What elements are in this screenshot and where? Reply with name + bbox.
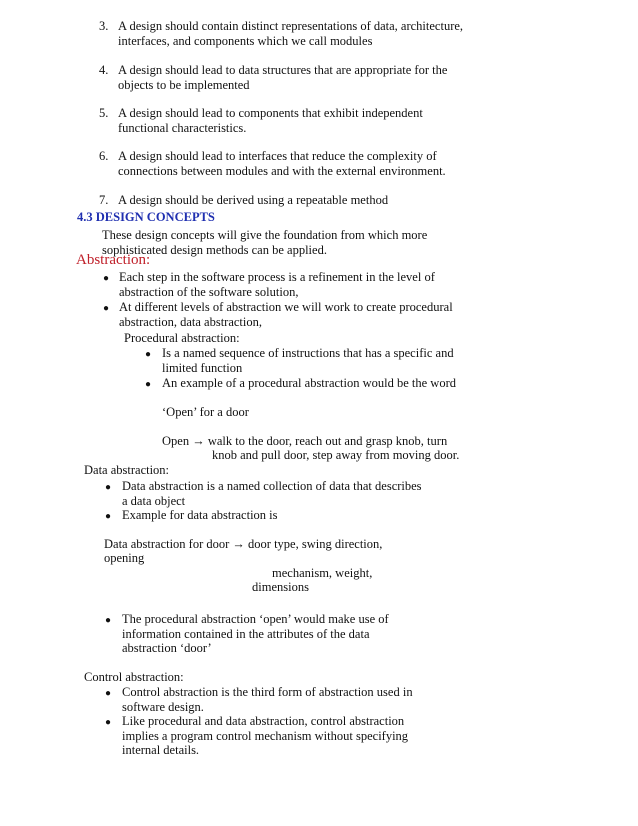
bullet-text: At different levels of abstraction we will work to create procedural xyxy=(119,300,453,314)
door-line-1: Data abstraction for door → door type, swing direction, xyxy=(104,537,383,551)
item-text: A design should lead to data structures that are appropriate for the xyxy=(118,63,448,77)
bullet-text: abstraction, data abstraction, xyxy=(119,314,262,329)
section-heading: 4.3 DESIGN CONCEPTS xyxy=(77,210,215,224)
bullet-icon: ● xyxy=(103,273,110,284)
item-text: connections between modules and with the external environment. xyxy=(118,163,446,178)
door-line-2: opening xyxy=(104,551,145,565)
bullet-text: abstraction ‘door’ xyxy=(122,641,212,655)
item-text: A design should contain distinct representations of data, architecture, xyxy=(118,19,464,33)
item-text: functional characteristics. xyxy=(118,120,247,135)
bullet-icon: ● xyxy=(105,511,112,522)
bullet-icon: ● xyxy=(105,482,112,493)
control-abstraction-label: Control abstraction: xyxy=(84,670,184,684)
open-example: ‘Open’ for a door xyxy=(162,405,249,419)
item-number: 6. xyxy=(99,149,109,163)
open-line-2: knob and pull door, step away from moving door. xyxy=(212,448,460,462)
bullet-icon: ● xyxy=(105,615,112,626)
bullet-icon: ● xyxy=(145,379,152,390)
item-text: objects to be implemented xyxy=(118,77,250,92)
bullet-icon: ● xyxy=(145,349,152,360)
list-item xyxy=(122,508,278,523)
bullet-text: a data object xyxy=(122,493,186,508)
bullet-text: Data abstraction is a named collection of data that describes xyxy=(122,479,422,493)
item-text: A design should lead to components that exhibit independent xyxy=(118,106,423,120)
door-line-3: mechanism, weight, xyxy=(272,566,373,580)
bullet-text: Example for data abstraction is xyxy=(122,508,278,522)
bullet-text: Is a named sequence of instructions that has a specific and xyxy=(162,346,454,360)
list-item xyxy=(119,270,435,299)
open-line-1: Open → walk to the door, reach out and grasp knob, turn xyxy=(162,434,448,448)
intro-line: sophisticated design methods can be applied. xyxy=(102,242,327,257)
bullet-text: Each step in the software process is a refinement in the level of xyxy=(119,270,435,284)
list-item xyxy=(122,612,389,656)
bullet-icon: ● xyxy=(103,303,110,314)
item-number: 3. xyxy=(99,19,109,33)
bullet-text: The procedural abstraction ‘open’ would make use of xyxy=(122,612,389,626)
list-item xyxy=(162,376,456,391)
list-item xyxy=(122,685,413,714)
list-item xyxy=(122,714,408,758)
list-item xyxy=(122,479,422,508)
item-text: A design should be derived using a repeatable method xyxy=(118,193,389,207)
bullet-text: implies a program control mechanism without specifying xyxy=(122,728,409,743)
abstraction-heading: Abstraction: xyxy=(76,252,151,268)
bullet-text: An example of a procedural abstraction would be the word xyxy=(162,376,456,390)
list-item xyxy=(162,346,454,375)
intro-paragraph xyxy=(102,228,427,257)
bullet-icon: ● xyxy=(105,717,112,728)
bullet-icon: ● xyxy=(105,688,112,699)
procedural-label: Procedural abstraction: xyxy=(124,331,240,345)
item-number: 5. xyxy=(99,106,109,120)
item-text: interfaces, and components which we call modules xyxy=(118,33,373,48)
door-line-4: dimensions xyxy=(252,580,309,594)
bullet-text: Like procedural and data abstraction, control abstraction xyxy=(122,714,405,728)
bullet-text: internal details. xyxy=(122,743,200,757)
item-number: 7. xyxy=(99,193,109,207)
bullet-text: Control abstraction is the third form of abstraction used in xyxy=(122,685,413,699)
bullet-text: information contained in the attributes of the data xyxy=(122,626,370,641)
bullet-text: limited function xyxy=(162,360,243,375)
bullet-text: abstraction of the software solution, xyxy=(119,284,299,299)
item-number: 4. xyxy=(99,63,109,77)
bullet-text: software design. xyxy=(122,699,204,714)
intro-line: These design concepts will give the foundation from which more xyxy=(102,228,428,242)
list-item xyxy=(119,300,453,329)
data-abstraction-label: Data abstraction: xyxy=(84,463,170,477)
item-text: A design should lead to interfaces that reduce the complexity of xyxy=(118,149,437,163)
